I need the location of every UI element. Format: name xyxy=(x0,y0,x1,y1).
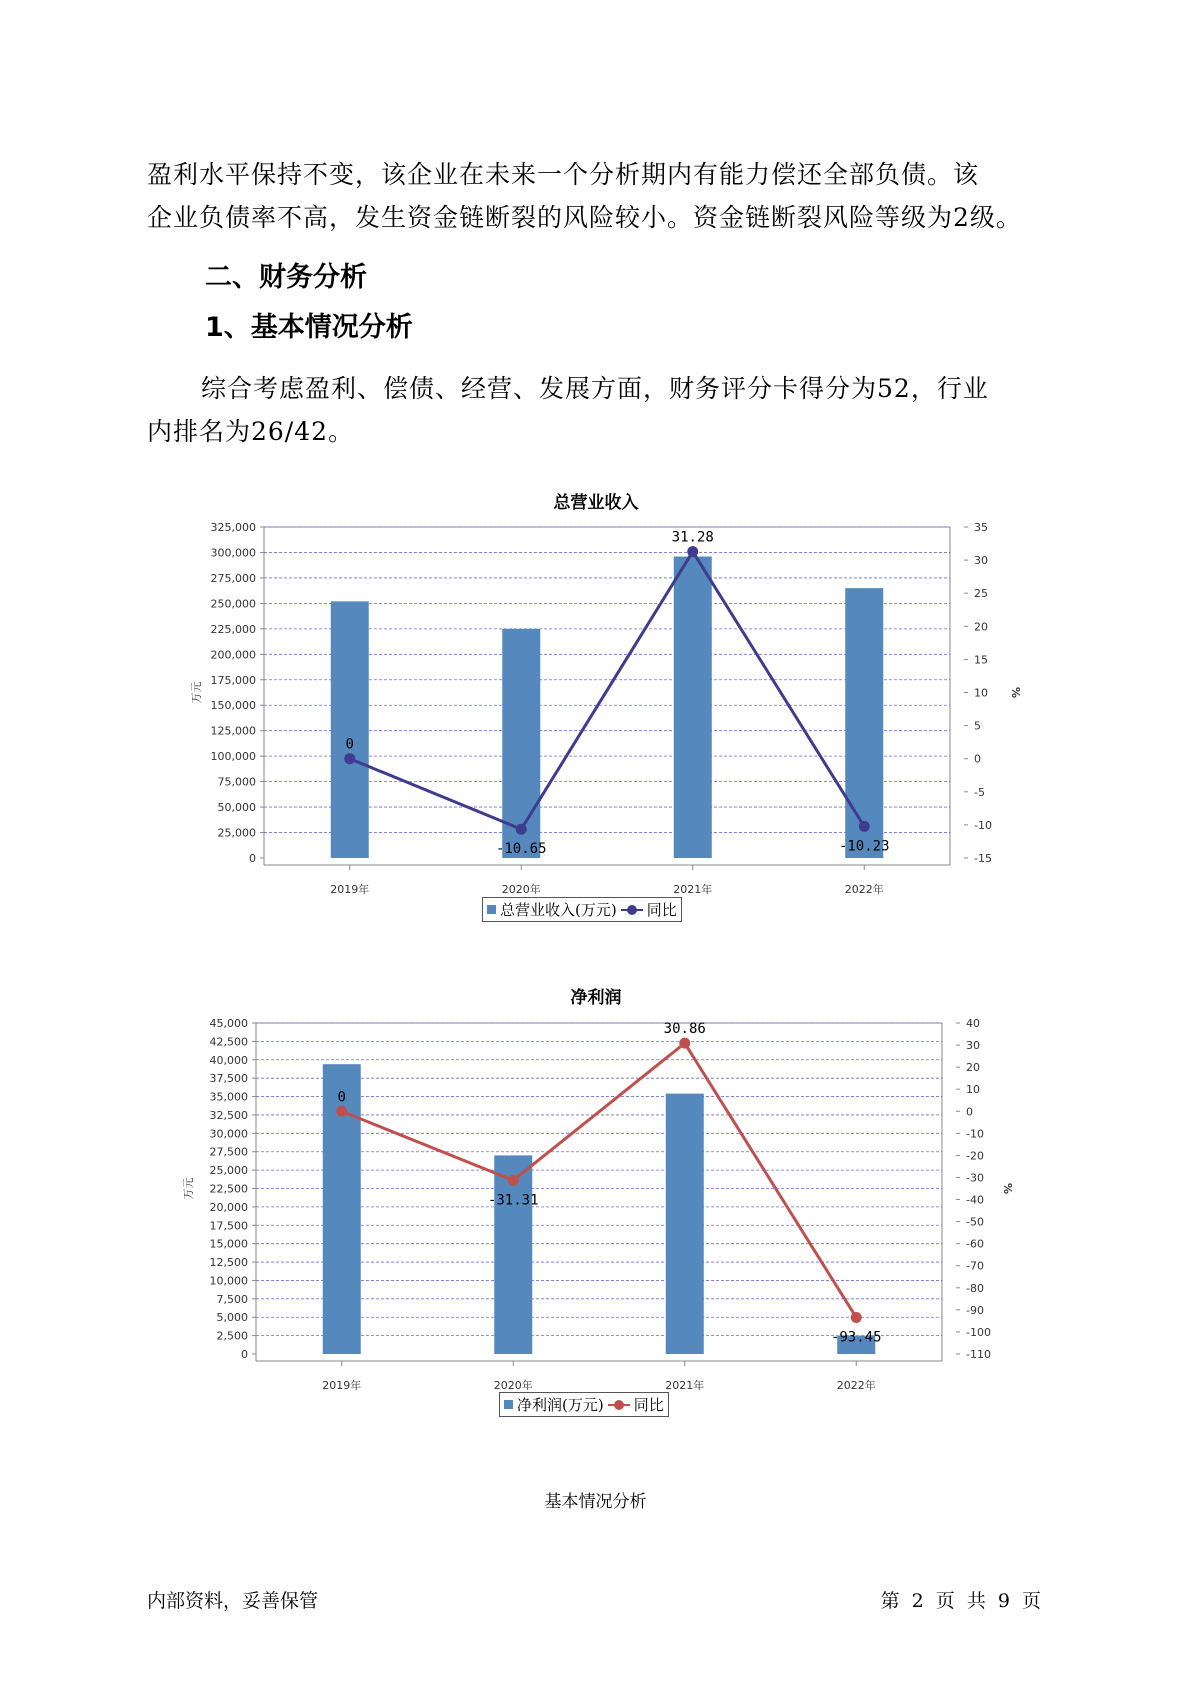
chart-title: 总营业收入 xyxy=(553,493,639,513)
data-label: 30.86 xyxy=(663,1021,706,1038)
line-point xyxy=(851,1312,862,1323)
y2-tick-label: -60 xyxy=(966,1237,984,1251)
line-point xyxy=(336,1106,347,1117)
bar xyxy=(331,601,369,858)
y2-tick-label: -70 xyxy=(966,1259,984,1273)
x-tick-label: 2022年 xyxy=(844,883,884,896)
page-number: 第 2 页 共 9 页 xyxy=(880,1590,1041,1612)
x-tick-label: 2020年 xyxy=(493,1379,533,1392)
y-tick-label: 37,500 xyxy=(209,1072,248,1086)
y-tick-label: 45,000 xyxy=(209,1017,248,1030)
y2-tick-label: 20 xyxy=(966,1061,980,1075)
data-label: -10.65 xyxy=(495,841,547,858)
bar xyxy=(845,588,883,858)
y-tick-label: 175,000 xyxy=(210,673,256,687)
y-tick-label: 30,000 xyxy=(209,1127,248,1141)
y-tick-label: 20,000 xyxy=(209,1200,248,1214)
y-tick-label: 275,000 xyxy=(210,571,256,585)
y-tick-label: 200,000 xyxy=(210,648,256,662)
y2-tick-label: 25 xyxy=(974,587,988,601)
y2-tick-label: -15 xyxy=(974,852,992,865)
legend-bar-label: 总营业收入(万元) xyxy=(500,901,617,919)
line-point xyxy=(679,1038,690,1049)
y-axis-title: 万元 xyxy=(182,1177,195,1200)
line-point xyxy=(508,1175,519,1186)
x-tick-label: 2019年 xyxy=(330,883,370,896)
y-tick-label: 15,000 xyxy=(209,1237,248,1251)
y2-tick-label: 35 xyxy=(974,521,988,534)
y-tick-label: 32,500 xyxy=(209,1108,248,1122)
line-point xyxy=(859,821,870,832)
y-tick-label: 125,000 xyxy=(210,724,256,738)
y2-tick-label: 5 xyxy=(974,719,981,733)
y2-tick-label: -100 xyxy=(966,1325,991,1339)
y-tick-label: 5,000 xyxy=(216,1311,248,1325)
subsection-heading: 1、基本情况分析 xyxy=(205,312,413,343)
y2-tick-label: 30 xyxy=(974,554,988,568)
y2-tick-label: -10 xyxy=(966,1127,984,1141)
data-label: 0 xyxy=(337,1089,346,1106)
chart-legend xyxy=(499,1392,669,1417)
y-tick-label: 250,000 xyxy=(210,597,256,611)
figure-caption: 基本情况分析 xyxy=(544,1492,647,1512)
y2-tick-label: -5 xyxy=(974,785,985,799)
y2-tick-label: 15 xyxy=(974,653,988,667)
net-profit-chart xyxy=(170,1010,1030,1400)
data-label: -31.31 xyxy=(487,1192,539,1209)
y-tick-label: 25,000 xyxy=(217,826,256,840)
y2-tick-label: 20 xyxy=(974,620,988,634)
x-tick-label: 2020年 xyxy=(501,883,541,896)
y-tick-label: 10,000 xyxy=(209,1274,248,1288)
y2-tick-label: -50 xyxy=(966,1215,984,1229)
y-tick-label: 22,500 xyxy=(209,1182,248,1196)
chart-title: 净利润 xyxy=(570,988,622,1008)
data-label: 0 xyxy=(345,736,354,753)
y-tick-label: 40,000 xyxy=(209,1053,248,1067)
legend-line-swatch xyxy=(608,1400,630,1410)
line-point xyxy=(516,824,527,835)
line-point xyxy=(687,546,698,557)
y-tick-label: 150,000 xyxy=(210,699,256,713)
legend-bar-swatch xyxy=(487,905,496,914)
y-tick-label: 0 xyxy=(241,1348,248,1361)
series-line xyxy=(342,1043,857,1317)
y2-tick-label: -20 xyxy=(966,1149,984,1163)
y-tick-label: 75,000 xyxy=(217,775,256,789)
y-tick-label: 0 xyxy=(249,852,256,865)
footer-note: 内部资料，妥善保管 xyxy=(147,1590,319,1612)
y-tick-label: 100,000 xyxy=(210,750,256,764)
y2-tick-label: 30 xyxy=(966,1039,980,1053)
y-tick-label: 225,000 xyxy=(210,622,256,636)
bar xyxy=(666,1094,704,1354)
y2-tick-label: 10 xyxy=(974,686,988,700)
y2-axis-title: % xyxy=(1009,686,1022,699)
y-tick-label: 17,500 xyxy=(209,1219,248,1233)
y2-tick-label: -90 xyxy=(966,1303,984,1317)
paragraph-line: 综合考虑盈利、偿债、经营、发展方面，财务评分卡得分为52，行业 xyxy=(201,374,989,403)
data-label: 31.28 xyxy=(671,529,714,546)
data-label: -93.45 xyxy=(830,1329,882,1346)
y2-tick-label: 10 xyxy=(966,1083,980,1097)
y-tick-label: 12,500 xyxy=(209,1256,248,1270)
y2-tick-label: -80 xyxy=(966,1281,984,1295)
chart-legend xyxy=(482,897,682,922)
paragraph-line: 内排名为26/42。 xyxy=(147,417,355,446)
bar xyxy=(674,557,712,858)
y2-tick-label: -110 xyxy=(966,1348,991,1361)
y2-tick-label: -10 xyxy=(974,818,992,832)
y-tick-label: 42,500 xyxy=(209,1035,248,1049)
data-label: -10.23 xyxy=(838,838,890,855)
x-tick-label: 2022年 xyxy=(836,1379,876,1392)
y-tick-label: 325,000 xyxy=(210,521,256,534)
series-line xyxy=(350,552,865,830)
y2-tick-label: -40 xyxy=(966,1193,984,1207)
legend-line-label: 同比 xyxy=(633,1396,664,1414)
y-axis-title: 万元 xyxy=(190,681,203,704)
legend-bar-swatch xyxy=(504,1400,513,1409)
y-tick-label: 50,000 xyxy=(217,801,256,815)
y-tick-label: 25,000 xyxy=(209,1164,248,1178)
paragraph-line: 盈利水平保持不变，该企业在未来一个分析期内有能力偿还全部负债。该 xyxy=(147,160,980,189)
section-heading: 二、财务分析 xyxy=(205,262,367,293)
x-tick-label: 2019年 xyxy=(322,1379,362,1392)
x-tick-label: 2021年 xyxy=(673,883,713,896)
line-point xyxy=(344,753,355,764)
y2-tick-label: -30 xyxy=(966,1171,984,1185)
y-tick-label: 300,000 xyxy=(210,546,256,560)
y-tick-label: 2,500 xyxy=(216,1329,248,1343)
revenue-chart xyxy=(170,515,1030,905)
x-tick-label: 2021年 xyxy=(665,1379,705,1392)
legend-line-swatch xyxy=(621,905,643,915)
y2-tick-label: 0 xyxy=(966,1105,973,1119)
legend-bar-label: 净利润(万元) xyxy=(517,1396,604,1414)
y-tick-label: 7,500 xyxy=(216,1292,248,1306)
y2-axis-title: % xyxy=(1001,1182,1014,1195)
legend-line-label: 同比 xyxy=(646,901,677,919)
y-tick-label: 35,000 xyxy=(209,1090,248,1104)
y2-tick-label: 40 xyxy=(966,1017,980,1030)
y2-tick-label: 0 xyxy=(974,752,981,766)
y-tick-label: 27,500 xyxy=(209,1145,248,1159)
paragraph-line: 企业负债率不高，发生资金链断裂的风险较小。资金链断裂风险等级为2级。 xyxy=(147,203,1022,232)
